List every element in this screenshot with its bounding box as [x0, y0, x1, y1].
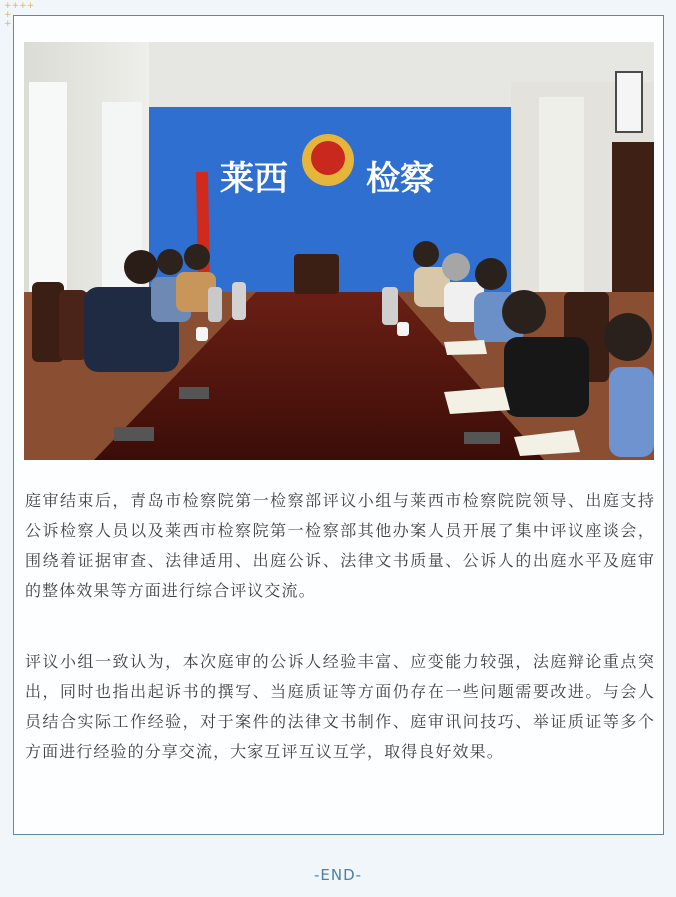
end-label: -END- [313, 866, 363, 884]
meeting-photo [24, 42, 654, 460]
wall-sign-right: 检察 [366, 159, 434, 199]
article-card [13, 15, 664, 835]
article-paragraph-1: 庭审结束后，青岛市检察院第一检察部评议小组与莱西市检察院院领导、出庭支持公诉检察人员以及莱西市检察院第一检察部其他办案人员开展了集中评议座谈会，围绕着证据审查、法律适用、出庭公诉、法律文书质量、公诉人的出庭水平及庭审的整体效果等方面进行综合评议交流。 [25, 491, 655, 600]
article-paragraph-2: 评议小组一致认为，本次庭审的公诉人经验丰富、应变能力较强，法庭辩论重点突出，同时也指出起诉书的撰写、当庭质证等方面仍存在一些问题需要改进。与会人员结合实际工作经验，对于案件的法律文书制作、庭审讯问技巧、举证质证等多个方面进行经验的分享交流，大家互评互议互学，取得良好效果。 [25, 652, 655, 761]
sparkle-decoration: ++++ + + [4, 1, 35, 29]
wall-sign-left: 莱西 [220, 159, 288, 199]
